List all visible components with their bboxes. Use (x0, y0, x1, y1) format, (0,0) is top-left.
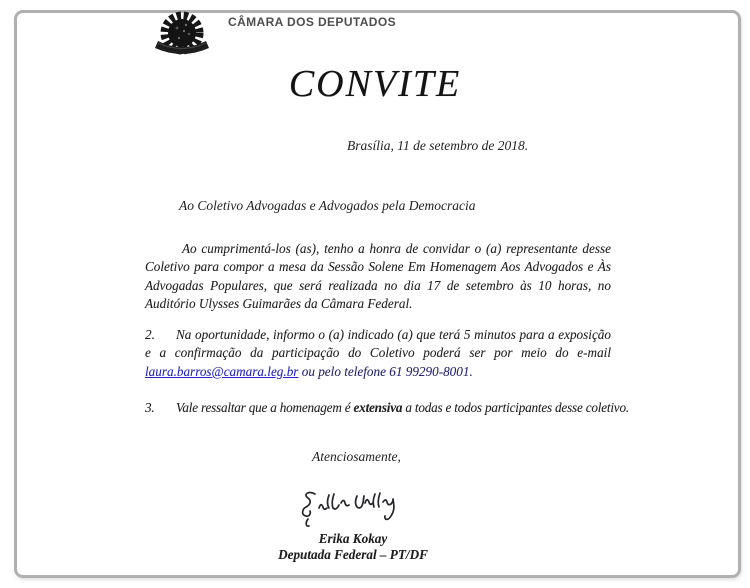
org-name: CÂMARA DOS DEPUTADOS (228, 15, 397, 29)
paragraph-3 (145, 399, 705, 417)
coat-of-arms-icon (148, 7, 216, 65)
signer-title: Deputada Federal – PT/DF (278, 546, 428, 562)
paragraph-2 (145, 326, 611, 381)
email-link[interactable]: laura.barros@camara.leg.br (145, 363, 299, 379)
signature-icon (299, 488, 403, 532)
date-line: Brasília, 11 de setembro de 2018. (347, 138, 529, 153)
addressee-line: Ao Coletivo Advogadas e Advogados pela Democracia (179, 198, 476, 213)
paragraph-3-text-end: a todas e todos participantes desse coletivo. (402, 400, 629, 415)
paragraph-2-number: 2. (145, 327, 155, 342)
paragraph-3-bold-word: extensiva (353, 400, 403, 415)
paragraph-2-text: Na oportunidade, informo o (a) indicado (a) que terá 5 minutos para a exposição e a confirmação da participação do Coletivo poderá ser por meio do e-mail (145, 327, 611, 361)
signer-name: Erika Kokay (318, 531, 388, 546)
document-title: CONVITE (288, 63, 462, 105)
closing-salutation: Atenciosamente, (312, 449, 401, 464)
paragraph-3-number: 3. (145, 400, 155, 415)
phone-text: ou pelo telefone 61 99290-8001. (298, 363, 473, 379)
paragraph-3-text-start: Vale ressaltar que a homenagem é (176, 400, 354, 415)
paragraph-1: Ao cumprimentá-los (as), tenho a honra de convidar o (a) representante desse Coletivo para compor a mesa da Sessão Solene Em Homenagem Aos Advogados e Às Advogadas Populares, que será realizada no dia 17 de setembro às 10 horas, no Auditório Ulysses Guimarães da Câmara Federal. (145, 241, 611, 312)
signature-block (258, 531, 448, 562)
